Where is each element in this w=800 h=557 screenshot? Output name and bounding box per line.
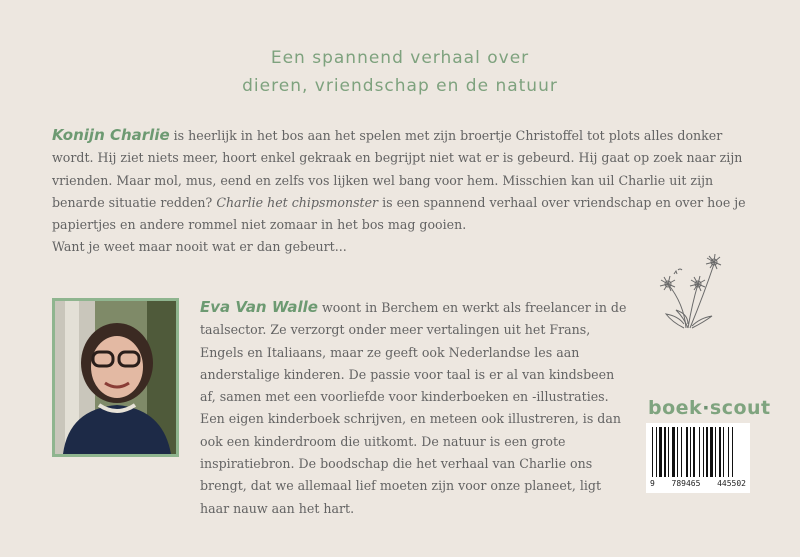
barcode-digit-prefix: 9 — [650, 479, 655, 488]
tagline-line-2: dieren, vriendschap en de natuur — [242, 76, 558, 96]
book-blurb — [52, 124, 752, 259]
barcode-bar — [690, 427, 691, 477]
barcode-digits — [646, 479, 750, 488]
tagline — [0, 44, 800, 100]
publisher-logo-part1: boek — [648, 397, 703, 419]
barcode-bar — [686, 427, 688, 477]
author-photo — [52, 298, 179, 457]
barcode-bar — [703, 427, 704, 477]
barcode-bar — [656, 427, 657, 477]
barcode-bar — [677, 427, 678, 477]
barcode-bar — [732, 427, 733, 477]
barcode-digit-group-2: 445502 — [717, 479, 746, 488]
author-photo-image — [55, 301, 176, 454]
barcode-bar — [723, 427, 724, 477]
author-bio-text: woont in Berchem en werkt als freelancer in de taalsector. Ze verzorgt onder meer vertalingen uit het Frans, Engels en Italiaans, maar ze geeft ook Nederlandse les aan anderstalige kinderen. De passie voor taal is er al van kindsbeen af, samen met een voorliefde voor kinderboeken en -illustraties. Een eigen kinderboek schrijven, en meteen ook illustreren, is dan ook een kinderdroom die uitkomt. De natuur is een grote inspiratiebron. De boodschap die het verhaal van Charlie ons brengt, dat we allemaal lief moeten zijn voor onze planeet, ligt haar nauw aan het hart. — [200, 300, 627, 516]
author-name: Eva Van Walle — [200, 298, 318, 316]
barcode-bar — [681, 427, 682, 477]
barcode-bar — [668, 427, 669, 477]
blurb-text-2: is een spannend verhaal over vriendschap en over hoe je papiertjes en andere rommel niet zomaar in het bos mag gooien. — [52, 194, 746, 233]
publisher-logo — [648, 397, 771, 419]
barcode-bar — [699, 427, 700, 477]
barcode-bar — [710, 427, 713, 477]
barcode — [646, 423, 750, 493]
barcode-bar — [664, 427, 666, 477]
tagline-line-1: Een spannend verhaal over — [270, 48, 530, 68]
barcode-bar — [706, 427, 708, 477]
barcode-bar — [659, 427, 662, 477]
barcode-bar — [672, 427, 675, 477]
barcode-bar — [652, 427, 653, 477]
publisher-logo-dot: · — [702, 397, 710, 419]
barcode-bar — [719, 427, 721, 477]
flower-illustration — [654, 244, 724, 334]
barcode-bars — [646, 423, 750, 479]
blurb-text-1: is heerlijk in het bos aan het spelen met zijn broertje Christoffel tot plots alles donker wordt. Hij ziet niets meer, hoort enkel gekraak en begrijpt niet wat er is gebeurd. Hij gaat op zoek naar zijn vrienden. Maar mol, mus, eend en zelfs vos lijken wel bang voor hem. Misschien kan uil Charlie uit zijn benarde situatie redden? — [52, 128, 743, 210]
blurb-closing: Want je weet maar nooit wat er dan gebeurt... — [52, 239, 347, 255]
blurb-character-name: Konijn Charlie — [52, 126, 170, 144]
barcode-bar — [715, 427, 716, 477]
barcode-digit-group-1: 789465 — [671, 479, 701, 488]
barcode-bar — [693, 427, 695, 477]
publisher-logo-part2: scout — [709, 397, 771, 419]
author-bio — [200, 296, 630, 520]
barcode-bar — [728, 427, 729, 477]
blurb-book-title: Charlie het chipsmonster — [216, 194, 379, 210]
